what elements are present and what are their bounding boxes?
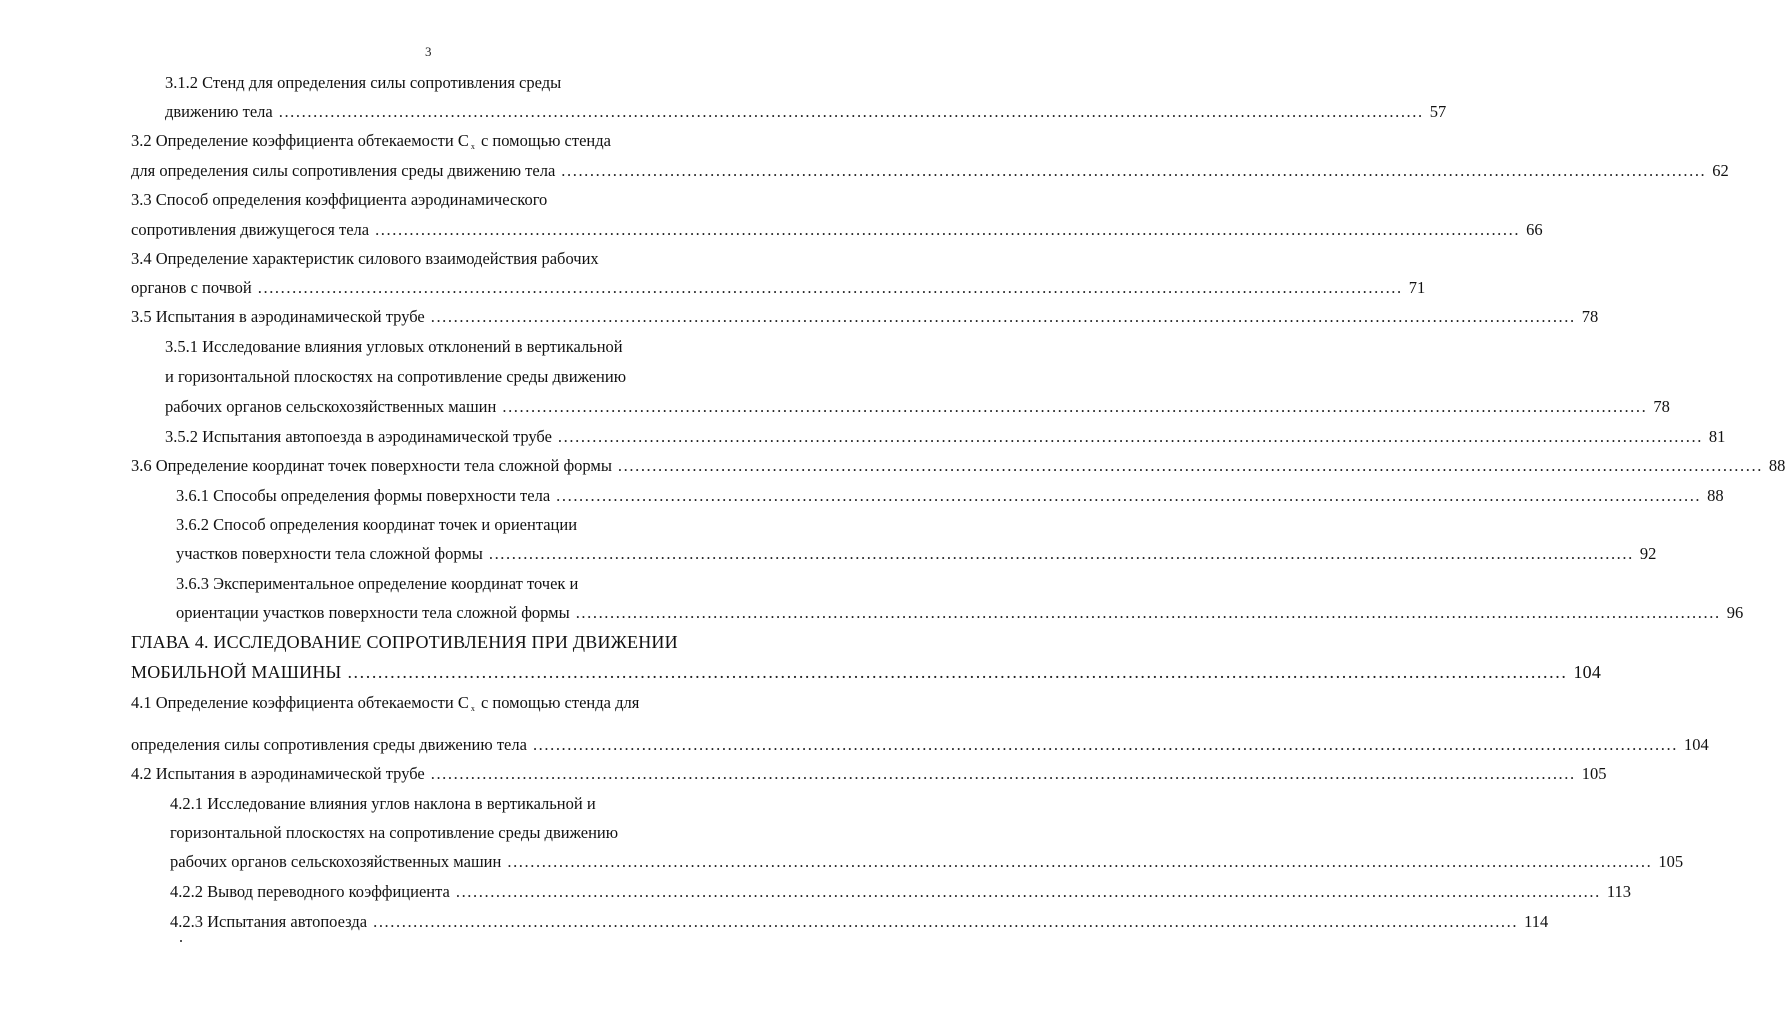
dot-leader: ........................................................................................................................................................................................................ [455, 882, 1601, 901]
dot-leader: ........................................................................................................................................................................................................ [375, 220, 1521, 239]
toc-entry-3-4-line1: 3.4 Определение характеристик силового взаимодействия рабочих [131, 249, 599, 268]
dot-leader: ........................................................................................................................................................................................................ [488, 544, 1634, 563]
toc-chapter-4-line1: ГЛАВА 4. ИССЛЕДОВАНИЕ СОПРОТИВЛЕНИЯ ПРИ ДВИЖЕНИИ [131, 632, 678, 652]
toc-entry-text: 3.5 Испытания в аэродинамической трубе [131, 307, 425, 326]
toc-entry-3-5-1[interactable] [165, 394, 1670, 420]
toc-entry-text: органов с почвой [131, 278, 252, 297]
dot-leader: ........................................................................................................................................................................................................ [502, 397, 1648, 416]
toc-page-number: 88 [1707, 486, 1724, 505]
scan-speck [180, 940, 182, 942]
toc-chapter-4[interactable] [131, 659, 1602, 685]
toc-page-number: 113 [1606, 882, 1631, 901]
toc-entry-text: 3.2 Определение коэффициента обтекаемости С [131, 131, 469, 150]
toc-page-number: 105 [1581, 764, 1607, 783]
toc-entry-3-5[interactable] [131, 304, 1599, 330]
toc-entry-text: участков поверхности тела сложной формы [176, 544, 483, 563]
toc-entry-3-5-1-line2: и горизонтальной плоскостях на сопротивление среды движению [165, 367, 627, 386]
dot-leader: ........................................................................................................................................................................................................ [575, 603, 1721, 622]
toc-entry-text: 4.2.2 Вывод переводного коэффициента [170, 882, 450, 901]
toc-page-number: 104 [1683, 735, 1709, 754]
subscript: х [470, 704, 475, 713]
toc-entry-text: 4.2.3 Испытания автопоезда [170, 912, 368, 931]
dot-leader: ........................................................................................................................................................................................................ [617, 456, 1763, 475]
toc-entry-text: с помощью стенда для [476, 693, 640, 712]
toc-entry-4-1-line1 [131, 690, 639, 716]
dot-leader: ........................................................................................................................................................................................................ [561, 161, 1707, 180]
dot-leader: ........................................................................................................................................................................................................ [257, 278, 1403, 297]
toc-page-number: 78 [1653, 397, 1670, 416]
toc-entry-text: с помощью стенда [476, 131, 611, 150]
toc-entry-3-6-2-line1: 3.6.2 Способ определения координат точек и ориентации [176, 515, 578, 534]
dot-leader: ........................................................................................................................................................................................................ [430, 307, 1576, 326]
page-number: 3 [425, 44, 432, 59]
toc-entry-4-2-1-line2: горизонтальной плоскостях на сопротивление среды движению [170, 823, 619, 842]
toc-entry-4-2[interactable] [131, 761, 1607, 787]
toc-entry-3-6-3-line1: 3.6.3 Экспериментальное определение координат точек и [176, 574, 579, 593]
subscript: х [470, 142, 475, 151]
toc-page-number: 104 [1573, 662, 1602, 682]
toc-page-number: 92 [1639, 544, 1657, 563]
toc-entry-text: рабочих органов сельскохозяйственных машин [165, 397, 497, 416]
toc-entry-text: для определения силы сопротивления среды движению тела [131, 161, 556, 180]
toc-entry-text: 3.6.1 Способы определения формы поверхности тела [176, 486, 551, 505]
toc-entry-4-2-2[interactable] [170, 879, 1631, 905]
toc-entry-3-6-2[interactable] [176, 541, 1657, 567]
toc-entry-3-3[interactable] [131, 217, 1543, 243]
toc-entry-text: сопротивления движущегося тела [131, 220, 370, 239]
toc-page-number: 114 [1524, 912, 1549, 931]
dot-leader: ........................................................................................................................................................................................................ [347, 662, 1568, 682]
dot-leader: ........................................................................................................................................................................................................ [557, 427, 1703, 446]
dot-leader: ........................................................................................................................................................................................................ [507, 852, 1653, 871]
toc-entry-3-6[interactable] [131, 453, 1785, 479]
toc-entry-text: ориентации участков поверхности тела сложной формы [176, 603, 570, 622]
toc-page-number: 78 [1581, 307, 1599, 326]
toc-entry-3-1-2-line1: 3.1.2 Стенд для определения силы сопротивления среды [165, 73, 562, 92]
toc-entry-text: движению тела [165, 102, 273, 121]
toc-entry-text: 4.2 Испытания в аэродинамической трубе [131, 764, 425, 783]
toc-entry-text: 3.5.2 Испытания автопоезда в аэродинамической трубе [165, 427, 552, 446]
toc-page-number: 81 [1708, 427, 1726, 446]
toc-entry-4-2-1[interactable] [170, 849, 1684, 875]
toc-entry-4-1[interactable] [131, 732, 1709, 758]
toc-entry-3-6-1[interactable] [176, 483, 1724, 509]
toc-entry-3-3-line1: 3.3 Способ определения коэффициента аэродинамического [131, 190, 548, 209]
toc-page-number: 66 [1526, 220, 1543, 239]
toc-entry-3-2-line1 [131, 128, 611, 154]
toc-page-number: 62 [1712, 161, 1729, 180]
toc-entry-3-1-2[interactable] [165, 99, 1447, 125]
toc-entry-text: 3.6 Определение координат точек поверхности тела сложной формы [131, 456, 612, 475]
toc-entry-text: 4.1 Определение коэффициента обтекаемости С [131, 693, 469, 712]
toc-entry-text: определения силы сопротивления среды движению тела [131, 735, 527, 754]
toc-entry-3-6-3[interactable] [176, 600, 1744, 626]
dot-leader: ........................................................................................................................................................................................................ [532, 735, 1678, 754]
toc-page-number: 57 [1429, 102, 1447, 121]
dot-leader: ........................................................................................................................................................................................................ [373, 912, 1519, 931]
toc-entry-3-4[interactable] [131, 275, 1426, 301]
toc-entry-3-5-1-line1: 3.5.1 Исследование влияния угловых отклонений в вертикальной [165, 337, 623, 356]
dot-leader: ........................................................................................................................................................................................................ [556, 486, 1702, 505]
toc-entry-3-2[interactable] [131, 158, 1729, 184]
toc-page-number: 71 [1408, 278, 1426, 297]
toc-page-number: 88 [1768, 456, 1785, 475]
dot-leader: ........................................................................................................................................................................................................ [430, 764, 1576, 783]
toc-entry-3-5-2[interactable] [165, 424, 1726, 450]
toc-entry-4-2-3[interactable] [170, 909, 1549, 935]
toc-entry-text: МОБИЛЬНОЙ МАШИНЫ [131, 662, 342, 682]
toc-entry-4-2-1-line1: 4.2.1 Исследование влияния углов наклона в вертикальной и [170, 794, 596, 813]
toc-page-number: 96 [1726, 603, 1744, 622]
toc-entry-text: рабочих органов сельскохозяйственных машин [170, 852, 502, 871]
dot-leader: ........................................................................................................................................................................................................ [278, 102, 1424, 121]
toc-page-number: 105 [1658, 852, 1684, 871]
